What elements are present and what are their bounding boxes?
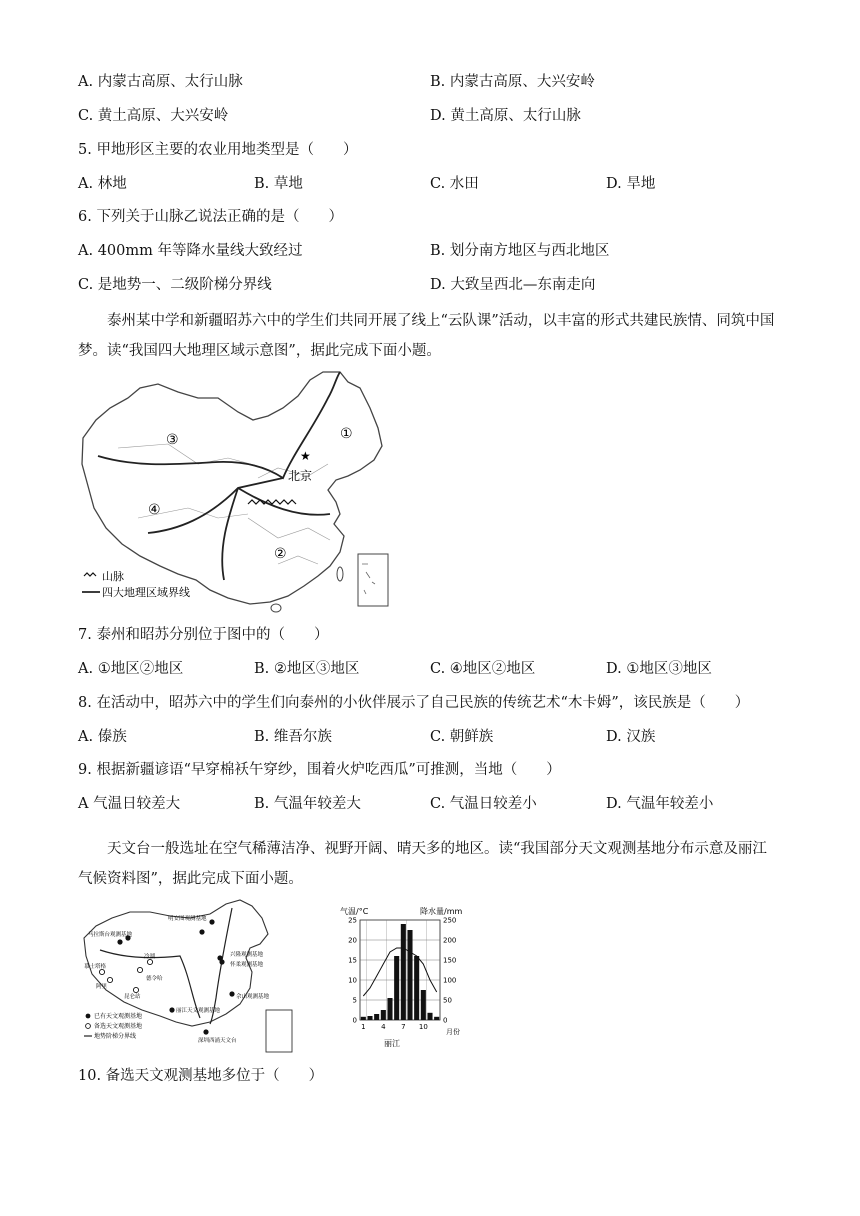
label-ali: 阿里: [96, 984, 108, 990]
q4-option-c: C. 黄土高原、大兴安岭: [78, 108, 229, 124]
precipitation-bar: [401, 924, 406, 1020]
y-right-tick-label: 0: [443, 1016, 448, 1025]
label-xinglong: 兴隆观测基地: [230, 952, 264, 958]
y-right-tick-label: 100: [443, 976, 457, 985]
china-outline: [82, 372, 382, 604]
chart-title: 丽江: [384, 1039, 400, 1048]
label-sheshan: 佘山观测基地: [236, 994, 270, 1000]
legend-boundary-label: 四大地理区域界线: [102, 586, 190, 599]
label-kunlun: 昆仑站: [124, 994, 141, 1000]
q8-option-b: B. 维吾尔族: [254, 729, 332, 745]
x-tick-label: 10: [418, 1023, 428, 1031]
q6-option-d: D. 大致呈西北—东南走向: [430, 277, 596, 293]
precipitation-bar: [381, 1010, 386, 1020]
q4-option-b: B. 内蒙古高原、大兴安岭: [430, 74, 595, 90]
y-right-tick-label: 250: [443, 916, 457, 925]
precipitation-bar: [421, 990, 426, 1020]
q8-option-d: D. 汉族: [606, 729, 656, 745]
y-left-tick-label: 5: [352, 996, 357, 1005]
precipitation-bar: [387, 998, 392, 1020]
intro-paragraph-1: 泰州某中学和新疆昭苏六中的学生们共同开展了线上“云队课”活动，以丰富的形式共建民族情、同筑中国梦。读“我国四大地理区域示意图”，据此完成下面小题。: [78, 313, 775, 359]
q8-option-c: C. 朝鲜族: [430, 729, 494, 745]
label-lijiang: 丽江天文观测基地: [176, 1008, 221, 1014]
legend-candidate-label: 备选天文观测基地: [94, 1023, 143, 1030]
q7-option-a: A. ①地区②地区: [78, 661, 184, 677]
intro-paragraph-2: 天文台一般选址在空气稀薄洁净、视野开阔、晴天多的地区。读“我国部分天文观测基地分布示意及丽江气候资料图”，据此完成下面小题。: [78, 841, 767, 887]
y-left-tick-label: 15: [348, 956, 357, 965]
q5-option-c: C. 水田: [430, 176, 479, 192]
precipitation-bar: [367, 1016, 372, 1020]
q7-option-d: D. ①地区③地区: [606, 661, 712, 677]
precipitation-bar: [374, 1014, 379, 1020]
label-muztagh: 慕士塔格: [84, 964, 107, 970]
q6-option-c: C. 是地势一、二级阶梯分界线: [78, 277, 272, 293]
q7-option-c: C. ④地区②地区: [430, 661, 536, 677]
temperature-line: [363, 948, 436, 996]
q7-option-b: B. ②地区③地区: [254, 661, 360, 677]
legend-line-label: 地势阶梯分界线: [94, 1033, 137, 1040]
q4-option-d: D. 黄土高原、太行山脉: [430, 108, 581, 124]
q9-option-d: D. 气温年较差小: [606, 796, 714, 812]
q5-stem: 5. 甲地形区主要的农业用地类型是（ ）: [78, 142, 358, 158]
legend-mountain-icon: [84, 573, 96, 576]
label-mingantu: 明安图观测基地: [168, 916, 207, 922]
y-left-tick-label: 10: [348, 976, 357, 985]
south-china-sea-inset-small: [266, 1010, 292, 1052]
label-delingha: 德令哈: [146, 976, 163, 982]
q8-option-a: A. 傣族: [78, 729, 127, 745]
legend-existing-label: 已有天文观测基地: [94, 1013, 143, 1020]
beijing-label: 北京: [288, 469, 313, 483]
y-right-tick-label: 150: [443, 956, 457, 965]
beijing-star-icon: ★: [300, 449, 311, 463]
label-malasi: 马拉斯台观测基地: [88, 932, 133, 938]
x-axis-title: 月份: [446, 1028, 460, 1036]
label-huairou: 怀柔观测基地: [230, 962, 264, 968]
y-left-tick-label: 20: [348, 936, 357, 945]
q6-stem: 6. 下列关于山脉乙说法正确的是（ ）: [78, 209, 343, 225]
q9-option-b: B. 气温年较差大: [254, 796, 361, 812]
q10-stem: 10. 备选天文观测基地多位于（ ）: [78, 1068, 324, 1084]
precipitation-bar: [414, 956, 419, 1020]
q7-stem: 7. 泰州和昭苏分别位于图中的（ ）: [78, 627, 329, 643]
q4-option-a: A. 内蒙古高原、太行山脉: [78, 74, 243, 90]
observatory-bases-map: [80, 898, 300, 1056]
south-china-sea-inset: [358, 554, 388, 606]
lijiang-climate-chart: [336, 904, 476, 1054]
q6-option-a: A. 400mm 年等降水量线大致经过: [78, 243, 303, 259]
q5-option-a: A. 林地: [78, 176, 127, 192]
x-tick-label: 7: [401, 1023, 406, 1031]
chart-frame: [360, 920, 440, 1020]
y-left-tick-label: 0: [352, 1016, 357, 1025]
q9-option-c: C. 气温日较差小: [430, 796, 537, 812]
q5-option-b: B. 草地: [254, 176, 303, 192]
precipitation-bar: [407, 930, 412, 1020]
y-right-axis-title: 降水量/mm: [420, 907, 463, 916]
y-right-tick-label: 50: [443, 996, 452, 1005]
label-shenzhen: 深圳西涌天文台: [198, 1038, 237, 1044]
y-right-tick-label: 200: [443, 936, 457, 945]
precipitation-bar: [427, 1013, 432, 1020]
precipitation-bar: [434, 1017, 439, 1020]
q8-stem: 8. 在活动中，昭苏六中的学生们向泰州的小伙伴展示了自己民族的传统艺术“木卡姆”，该民族是（ ）: [78, 695, 750, 711]
precipitation-bar: [394, 956, 399, 1020]
q5-option-d: D. 旱地: [606, 176, 656, 192]
region-2-label: ②: [274, 546, 287, 562]
x-tick-label: 4: [381, 1023, 386, 1031]
region-1-label: ①: [340, 426, 353, 442]
label-lenghu: 冷湖: [144, 954, 156, 960]
legend-mountain-label: 山脉: [102, 570, 124, 583]
four-regions-map: [78, 368, 398, 618]
region-4-label: ④: [148, 502, 161, 518]
q9-stem: 9. 根据新疆谚语“早穿棉袄午穿纱，围着火炉吃西瓜”可推测，当地（ ）: [78, 762, 561, 778]
precipitation-bar: [361, 1017, 366, 1020]
region-3-label: ③: [166, 432, 179, 448]
x-tick-label: 1: [361, 1023, 366, 1031]
y-left-tick-label: 25: [348, 916, 357, 925]
y-left-axis-title: 气温/°C: [340, 907, 369, 916]
q9-option-a: A 气温日较差大: [78, 796, 181, 812]
q6-option-b: B. 划分南方地区与西北地区: [430, 243, 610, 259]
